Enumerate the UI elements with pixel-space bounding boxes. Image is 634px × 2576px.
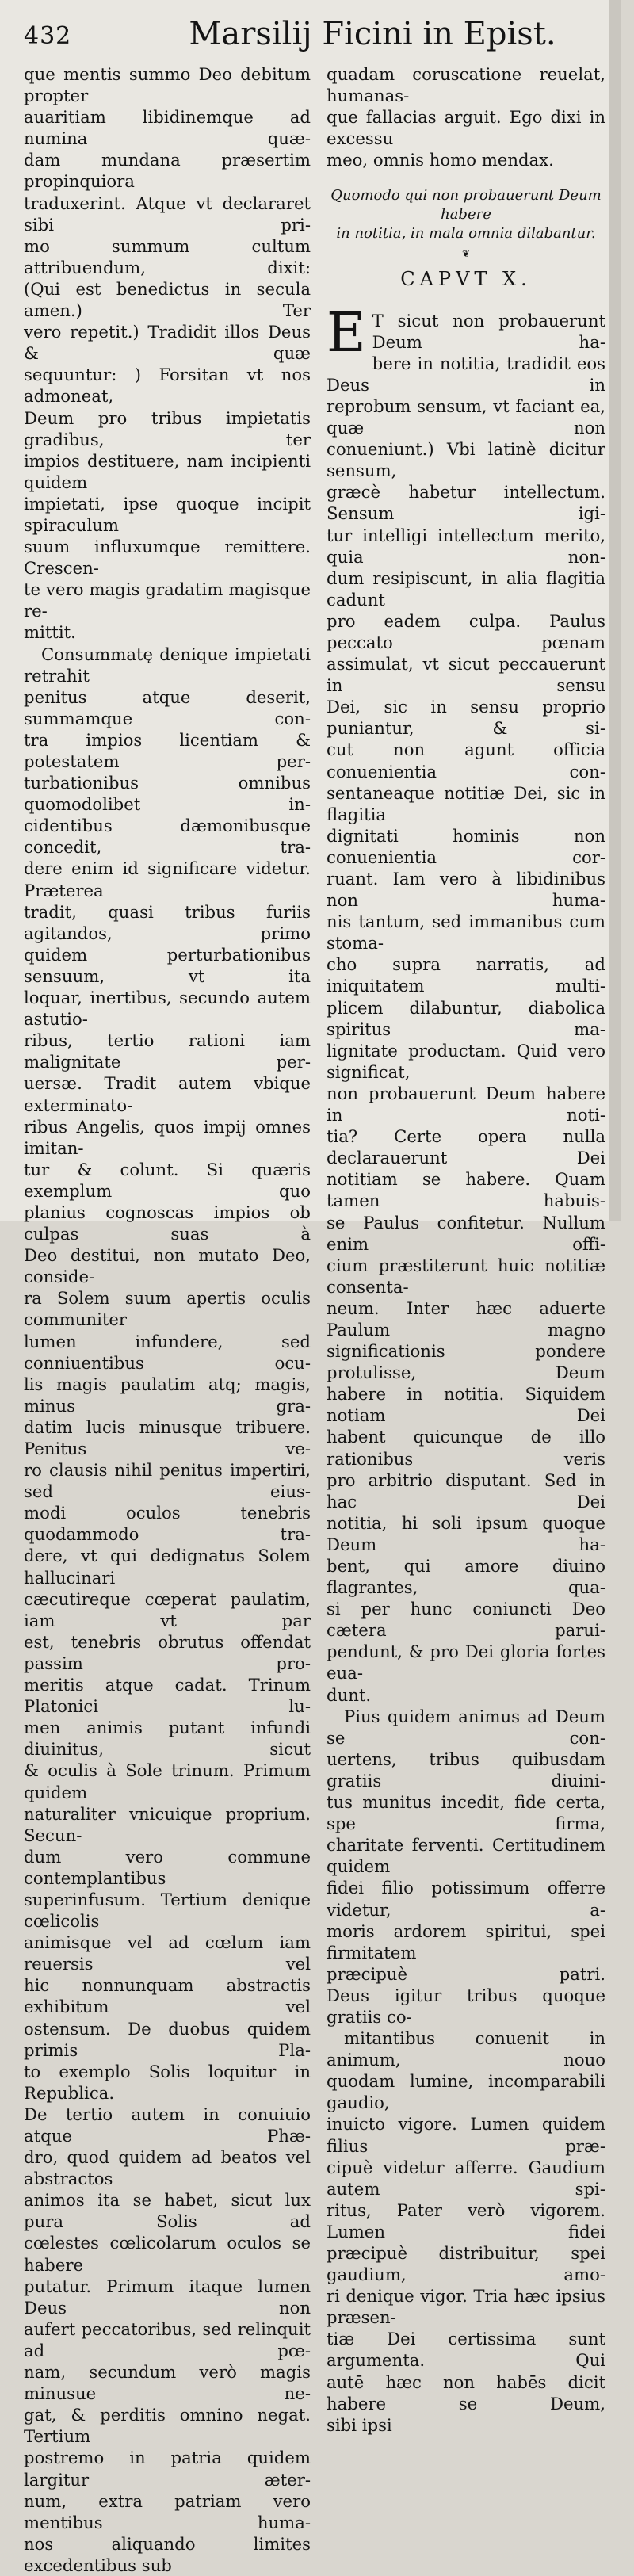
text-line: que mentis summo Deo debitum propter	[24, 64, 311, 106]
text-line: putatur. Primum itaque lumen Deus non	[24, 2276, 311, 2318]
text-line: superinfusum. Tertium denique cœlicolis	[24, 1889, 311, 1932]
text-line: quidem perturbationibus sensuum, vt ita	[24, 944, 311, 986]
text-line: impios destituere, nam incipienti quidem	[24, 450, 311, 492]
text-line: animisque vel ad cœlum iam reuersis vel	[24, 1932, 311, 1974]
text-line: datim lucis minusque tribuere. Penitus ve-	[24, 1416, 311, 1458]
text-line: De tertio autem in conuiuio atque Phæ-	[24, 2104, 311, 2146]
text-line: neum. Inter hæc aduerte Paulum magno	[327, 1298, 605, 1340]
text-line: impietati, ipse quoque incipit spiraculum	[24, 493, 311, 535]
text-line: meritis atque cadat. Trinum Platonici lu-	[24, 1675, 311, 1717]
text-line: mitantibus conuenit in animum, nouo	[327, 2028, 605, 2070]
text-line: tus munitus incedit, fide certa, spe firma,	[327, 1792, 605, 1834]
text-line: cho supra narratis, ad iniquitatem multi-	[327, 954, 605, 996]
text-line: ostensum. De duobus quidem primis Pla-	[24, 2018, 311, 2060]
running-head: Marsilij Ficini in Epist.	[189, 16, 556, 52]
text-line: ribus Angelis, quos impij omnes imitan-	[24, 1116, 311, 1158]
text-line: que fallacias arguit. Ego dixi in excessu	[327, 107, 605, 149]
text-line: tur intelligi intellectum merito, quia non-	[327, 525, 605, 567]
text-line: penitus atque deserit, summamque con-	[24, 686, 311, 728]
subtitle-line: in notitia, in mala omnia dilabantur.	[336, 225, 596, 243]
left-column	[24, 63, 311, 2576]
text-line: se Paulus confitetur. Nullum enim offi-	[327, 1212, 605, 1254]
text-line: planius cognoscas impios ob culpas suas à	[24, 1202, 311, 1244]
text-line: habent quicunque de illo rationibus veris	[327, 1427, 605, 1469]
text-line: lis magis paulatim atq; magis, minus gra-	[24, 1374, 311, 1416]
text-line: tur & colunt. Si quæris exemplum quo	[24, 1159, 311, 1201]
text-line: nam, secundum verò magis minusue ne-	[24, 2362, 311, 2404]
text-line: præcipuè distribuitur, spei gaudium, amo-	[327, 2243, 605, 2285]
text-line: Consummatę denique impietati retrahit	[24, 644, 311, 686]
text-line: cidentibus dæmonibusque concedit, tra-	[24, 816, 311, 858]
text-line: ribus, tertio rationi iam malignitate per-	[24, 1030, 311, 1072]
text-line: num, extra patriam vero mentibus huma-	[24, 2490, 311, 2532]
text-line: to exemplo Solis loquitur in Republica.	[24, 2061, 311, 2103]
text-line: T sicut non probauerunt Deum ha-	[372, 310, 605, 352]
text-line: Dei, sic in sensu proprio puniantur, & si-	[327, 697, 605, 739]
text-line: inuicto vigore. Lumen quidem filius præ-	[327, 2114, 605, 2156]
text-line: naturaliter vnicuique proprium. Secun-	[24, 1803, 311, 1845]
page-gutter	[609, 0, 621, 1221]
chapter-heading: CAPVT X.	[400, 268, 532, 291]
text-line: sentaneaque notitiæ Dei, sic in flagitia	[327, 782, 605, 824]
text-line: uertens, tribus quibusdam gratiis diuini-	[327, 1749, 605, 1791]
text-line: cœlestes cœlicolarum oculos se habere	[24, 2233, 311, 2275]
text-line: turbationibus omnibus quomodolibet in-	[24, 773, 311, 815]
text-line: modi oculos tenebris quodammodo tra-	[24, 1503, 311, 1545]
text-line: tiæ Dei certissima sunt argumenta. Qui	[327, 2329, 605, 2371]
text-line: charitate ferventi. Certitudinem quidem	[327, 1835, 605, 1877]
text-line: ro clausis nihil penitus impertiri, sed eius-	[24, 1460, 311, 1502]
text-line: præcipuè patri.	[327, 1963, 605, 1984]
text-line: vero repetit.) Tradidit illos Deus & quæ	[24, 322, 311, 364]
drop-cap: E	[327, 301, 366, 365]
text-line: tradit, quasi tribus furiis agitandos, primo	[24, 901, 311, 943]
text-line: moris ardorem spiritui, spei firmitatem	[327, 1921, 605, 1963]
text-line: conueniunt.) Vbi latinè dicitur sensum,	[327, 439, 605, 481]
text-line: quadam coruscatione reuelat, humanas-	[327, 64, 605, 106]
text-line: men animis putant infundi diuinitus, sicut	[24, 1718, 311, 1760]
text-line: bere in notitia, tradidit eos Deus in	[327, 353, 605, 395]
text-line: assimulat, vt sicut peccauerunt in sensu	[327, 654, 605, 696]
text-line: notitia, hi soli ipsum quoque Deum ha-	[327, 1512, 605, 1554]
text-line: nos aliquando limites excedentibus sub	[24, 2533, 311, 2575]
text-line: habere in notitia. Siquidem notiam Dei	[327, 1384, 605, 1426]
text-line: est, tenebris obrutus offendat passim pro-	[24, 1631, 311, 1673]
text-line: Deo destitui, non mutato Deo, conside-	[24, 1245, 311, 1287]
text-line: tra impios licentiam & potestatem per-	[24, 729, 311, 771]
text-line: meo, omnis homo mendax.	[327, 150, 554, 170]
text-line: pendunt, & pro Dei gloria fortes eua-	[327, 1642, 605, 1684]
text-line: dam mundana præsertim propinquiora	[24, 150, 311, 192]
text-line: Deum pro tribus impietatis gradibus, ter	[24, 407, 311, 449]
text-line: reprobum sensum, vt faciant ea, quæ non	[327, 396, 605, 438]
text-line: dunt.	[327, 1684, 372, 1705]
ornament-icon: ❦	[461, 248, 471, 260]
text-line: pro eadem culpa. Paulus peccato pœnam	[327, 610, 605, 652]
text-line: fidei filio potissimum offerre videtur, a-	[327, 1878, 605, 1920]
subtitle-line: Quomodo qui non probauerunt Deum habere	[330, 187, 602, 224]
text-line: postremo in patria quidem largitur æter-	[24, 2448, 311, 2490]
page-header	[24, 14, 610, 59]
text-line: pro arbitrio disputant. Sed in hac Dei	[327, 1470, 605, 1512]
text-line: cæcutireque cœperat paulatim, iam vt par	[24, 1588, 311, 1630]
text-line: lignitate productam. Quid vero significat,	[327, 1040, 605, 1082]
text-line: cipuè videtur afferre. Gaudium autem spi-	[327, 2157, 605, 2199]
text-line: dere, vt qui dedignatus Solem hallucinari	[24, 1546, 311, 1588]
text-line: autē hæc non habēs dicit habere se Deum,	[327, 2372, 605, 2414]
right-column	[327, 63, 605, 2436]
text-line: bent, qui amore diuino flagrantes, qua-	[327, 1556, 605, 1598]
text-line: tia? Certe opera nulla declarauerunt Dei	[327, 1126, 605, 1168]
chapter-subtitle	[327, 186, 605, 243]
text-line: uersæ. Tradit autem vbique exterminato-	[24, 1073, 311, 1115]
text-line: & oculis à Sole trinum. Primum quidem	[24, 1760, 311, 1802]
text-line: Deus igitur tribus quoque gratiis co-	[327, 1985, 605, 2027]
text-line: dignitati hominis non conuenientia cor-	[327, 825, 605, 867]
text-line: mittit.	[24, 622, 76, 643]
text-line: hic nonnunquam abstractis exhibitum vel	[24, 1975, 311, 2017]
text-line: cut non agunt officia conuenientia con-	[327, 740, 605, 782]
text-line: ruant. Iam vero à libidinibus non huma-	[327, 869, 605, 911]
text-line: suum influxumque remittere. Crescen-	[24, 537, 311, 579]
text-line: loquar, inertibus, secundo autem astutio-	[24, 988, 311, 1030]
text-line: dum resipiscunt, in alia flagitia cadunt	[327, 568, 605, 610]
text-line: auaritiam libidinemque ad numina quæ-	[24, 107, 311, 149]
text-line: animos ita se habet, sicut lux pura Solis ad	[24, 2190, 311, 2232]
text-line: (Qui est benedictus in secula amen.) Ter	[24, 278, 311, 321]
text-line: ritus, Pater verò vigorem. Lumen fidei	[327, 2200, 605, 2242]
text-line: aufert peccatoribus, sed relinquit ad pœ-	[24, 2318, 311, 2360]
text-line: plicem dilabuntur, diabolica spiritus ma-	[327, 997, 605, 1039]
text-line: ra Solem suum apertis oculis communiter	[24, 1288, 311, 1330]
text-line: quodam lumine, incomparabili gaudio,	[327, 2071, 605, 2113]
text-line: nis tantum, sed immanibus cum stoma-	[327, 912, 605, 954]
text-line: gat, & perditis omnino negat. Tertium	[24, 2405, 311, 2447]
text-line: lumen infundere, sed conniuentibus ocu-	[24, 1331, 311, 1373]
text-line: sequuntur: ) Forsitan vt nos admoneat,	[24, 365, 311, 407]
text-line: si per hunc coniuncti Deo cætera parui-	[327, 1599, 605, 1641]
text-line: non probauerunt Deum habere in noti-	[327, 1083, 605, 1126]
text-line: dere enim id significare videtur. Præterea	[24, 858, 311, 900]
text-line: cium præstiterunt huic notitiæ consenta-	[327, 1255, 605, 1297]
text-line: mo summum cultum attribuendum, dixit:	[24, 235, 311, 277]
text-line: notitiam se habere. Quam tamen habuis-	[327, 1169, 605, 1211]
text-line: sibi ipsi	[327, 2414, 392, 2435]
text-line: dum vero commune contemplantibus	[24, 1846, 311, 1888]
text-line: ri denique vigor. Tria hæc ipsius præsen-	[327, 2286, 605, 2328]
text-line: græcè habetur intellectum. Sensum igi-	[327, 482, 605, 524]
text-line: Pius quidem animus ad Deum se con-	[327, 1706, 605, 1748]
text-line: traduxerint. Atque vt declararet sibi pri-	[24, 193, 311, 235]
text-line: te vero magis gradatim magisque re-	[24, 579, 311, 621]
text-line: dro, quod quidem ad beatos vel abstractos	[24, 2147, 311, 2189]
text-line: significationis pondere protulisse, Deum	[327, 1341, 605, 1383]
page-number: 432	[24, 22, 72, 50]
